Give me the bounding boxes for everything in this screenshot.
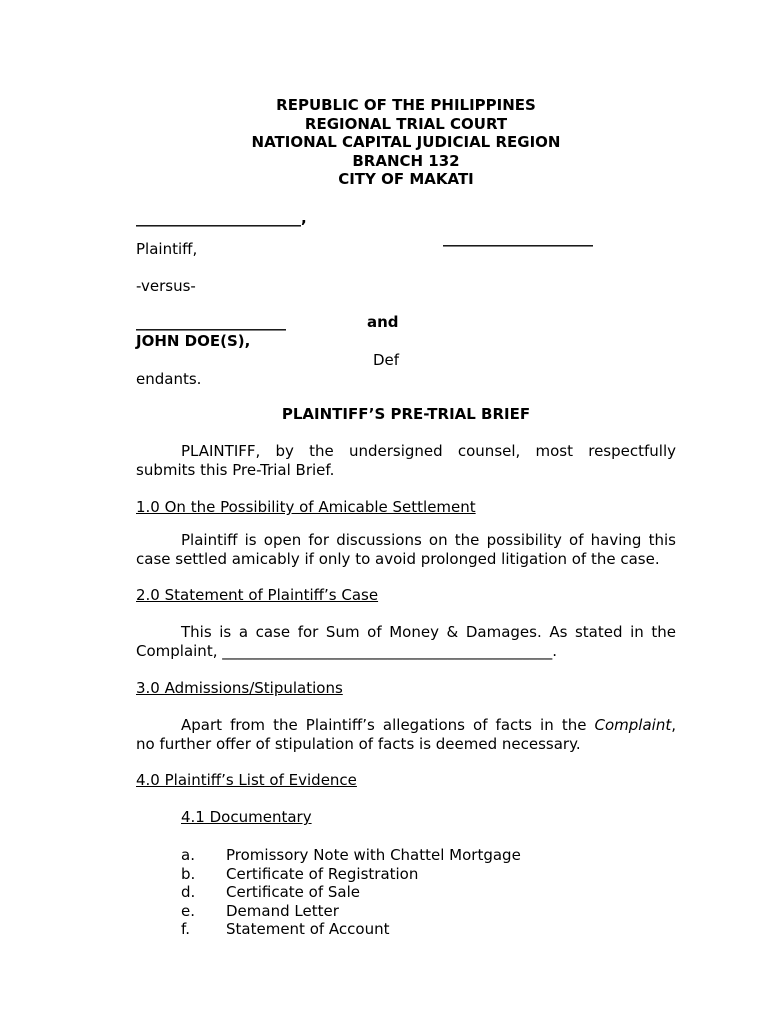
list-item (181, 902, 521, 921)
document-title: PLAINTIFF’S PRE-TRIAL BRIEF (281, 405, 531, 423)
header-line-court: REGIONAL TRIAL COURT (304, 114, 508, 133)
section-2-heading: 2.0 Statement of Plaintiff’s Case (136, 586, 379, 604)
list-item-text: Certificate of Registration (226, 864, 419, 883)
section-1-heading: 1.0 On the Possibility of Amicable Settlement (136, 498, 476, 516)
section-1-line-1: Plaintiff is open for discussions on the possibility of having this (181, 531, 676, 549)
intro-paragraph (136, 442, 676, 480)
list-item-text: Certificate of Sale (226, 883, 361, 901)
case-number-blank: ____________________ (443, 229, 593, 247)
plaintiff-label: Plaintiff, (136, 240, 198, 258)
plaintiff-name-blank: ______________________, (136, 209, 307, 227)
and-label: and (367, 313, 399, 331)
section-3-line-2: no further offer of stipulation of facts is deemed necessary. (136, 735, 581, 753)
section-1-paragraph (136, 531, 676, 569)
section-2-line-2: Complaint, ____________________________________________. (136, 642, 558, 660)
court-header (136, 96, 676, 189)
section-3-line-1-start: Apart from the Plaintiff’s allegations of facts in the (181, 716, 595, 734)
defendants-label-part1: Def (373, 351, 400, 369)
header-line-branch: BRANCH 132 (352, 151, 460, 170)
section-3-paragraph (136, 716, 676, 754)
list-item (181, 865, 521, 884)
header-line-region: NATIONAL CAPITAL JUDICIAL REGION (251, 133, 561, 151)
evidence-list (181, 846, 521, 939)
intro-line-1: PLAINTIFF, by the undersigned counsel, most respectfully (181, 442, 676, 460)
list-item-letter: d. (181, 883, 196, 901)
section-4-heading: 4.0 Plaintiff’s List of Evidence (136, 771, 357, 789)
list-item (181, 920, 521, 939)
list-item-text: Promissory Note with Chattel Mortgage (226, 846, 521, 864)
section-2-paragraph (136, 623, 676, 661)
list-item-letter: e. (181, 901, 195, 920)
intro-line-2: submits this Pre-Trial Brief. (136, 461, 335, 479)
list-item (181, 846, 521, 865)
section-1-line-2: case settled amicably if only to avoid prolonged litigation of the case. (136, 550, 660, 568)
section-3-heading: 3.0 Admissions/Stipulations (136, 679, 343, 697)
complaint-emphasis: Complaint (594, 716, 672, 734)
list-item-text: Statement of Account (226, 920, 390, 938)
header-line-city: CITY OF MAKATI (338, 170, 474, 188)
defendant-name-blank: ____________________ (136, 313, 286, 331)
header-line-republic: REPUBLIC OF THE PHILIPPINES (276, 96, 536, 114)
section-2-line-1: This is a case for Sum of Money & Damages. As stated in the (181, 623, 676, 641)
defendants-label-part2: endants. (136, 370, 202, 388)
list-item (181, 883, 521, 902)
list-item-letter: b. (181, 864, 196, 883)
versus-label: -versus- (136, 277, 196, 295)
list-item-letter: a. (181, 846, 195, 864)
section-3-line-1-end: , (671, 716, 676, 734)
section-3-line-1 (136, 716, 676, 735)
john-doe-label: JOHN DOE(S), (136, 332, 251, 350)
list-item-letter: f. (181, 920, 190, 938)
list-item-text: Demand Letter (226, 901, 339, 920)
section-4-1-heading: 4.1 Documentary (181, 808, 312, 826)
